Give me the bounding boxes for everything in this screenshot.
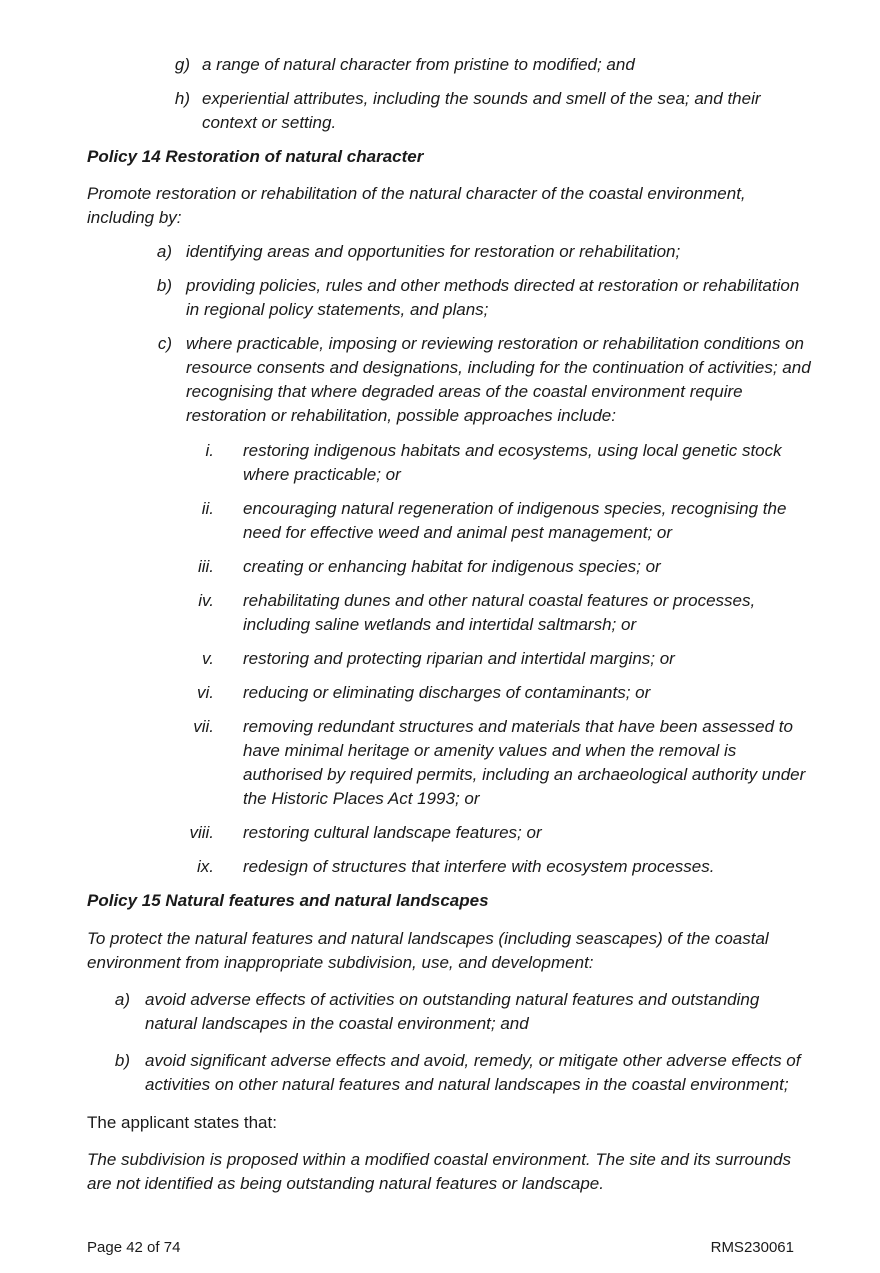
list-item-text: restoration or rehabilitation, possible approaches include:: [186, 406, 616, 425]
list-marker: a): [114, 990, 130, 1009]
sublist-marker: iv.: [198, 591, 214, 610]
document-reference: RMS230061: [710, 1239, 794, 1256]
sublist-item-text: have minimal heritage or amenity values and when the removal is: [243, 741, 737, 760]
sublist-item-text: restoring indigenous habitats and ecosystems, using local genetic stock: [243, 441, 782, 460]
policy-15-intro: To protect the natural features and natural landscapes (including seascapes) of the coastal: [87, 929, 769, 948]
sublist-item-text: authorised by required permits, including an archaeological authority under: [243, 765, 806, 784]
list-item-text: avoid significant adverse effects and avoid, remedy, or mitigate other adverse effects of: [145, 1051, 801, 1070]
sublist-item-text: restoring cultural landscape features; or: [243, 823, 542, 842]
policy-14-intro: Promote restoration or rehabilitation of the natural character of the coastal environment,: [87, 184, 746, 203]
sublist-marker: ix.: [197, 857, 214, 876]
list-marker: h): [174, 89, 190, 108]
applicant-lead: The applicant states that:: [87, 1113, 277, 1132]
sublist-item-text: including saline wetlands and intertidal saltmarsh; or: [243, 615, 637, 634]
list-marker: b): [156, 276, 172, 295]
policy-14-heading: Policy 14 Restoration of natural character: [87, 147, 424, 166]
list-marker: a): [156, 242, 172, 261]
applicant-statement: The subdivision is proposed within a modified coastal environment. The site and its surrounds: [87, 1150, 791, 1169]
sublist-marker: v.: [202, 649, 214, 668]
sublist-item-text: creating or enhancing habitat for indigenous species; or: [243, 557, 661, 576]
list-item-text: providing policies, rules and other methods directed at restoration or rehabilitation: [186, 276, 800, 295]
list-item-text: avoid adverse effects of activities on outstanding natural features and outstanding: [145, 990, 760, 1009]
sublist-item-text: removing redundant structures and materials that have been assessed to: [243, 717, 793, 736]
sublist-marker: vii.: [193, 717, 214, 736]
list-item-text: resource consents and designations, including for the continuation of activities; and: [186, 358, 811, 377]
list-item-text: recognising that where degraded areas of the coastal environment require: [186, 382, 743, 401]
sublist-item-text: need for effective weed and animal pest management; or: [243, 523, 673, 542]
list-marker: b): [114, 1051, 130, 1070]
sublist-item-text: where practicable; or: [243, 465, 401, 484]
list-item-text: experiential attributes, including the sounds and smell of the sea; and their: [202, 89, 761, 108]
sublist-item-text: encouraging natural regeneration of indigenous species, recognising the: [243, 499, 787, 518]
sublist-marker: ii.: [201, 499, 214, 518]
sublist-item-text: rehabilitating dunes and other natural coastal features or processes,: [243, 591, 756, 610]
sublist-item-text: reducing or eliminating discharges of contaminants; or: [243, 683, 651, 702]
sublist-marker: viii.: [189, 823, 214, 842]
list-item-text: a range of natural character from pristine to modified; and: [202, 55, 635, 74]
sublist-item-text: restoring and protecting riparian and intertidal margins; or: [243, 649, 675, 668]
page-number: Page 42 of 74: [87, 1239, 181, 1256]
policy-15-heading: Policy 15 Natural features and natural landscapes: [87, 891, 489, 910]
list-item-text: where practicable, imposing or reviewing restoration or rehabilitation conditions on: [186, 334, 804, 353]
sublist-marker: vi.: [197, 683, 214, 702]
policy-14-intro: including by:: [87, 208, 182, 227]
list-item-text: context or setting.: [202, 113, 337, 132]
list-item-text: natural landscapes in the coastal environment; and: [145, 1014, 529, 1033]
applicant-statement: are not identified as being outstanding natural features or landscape.: [87, 1174, 604, 1193]
list-marker: g): [174, 55, 190, 74]
sublist-item-text: the Historic Places Act 1993; or: [243, 789, 480, 808]
list-marker: c): [157, 334, 172, 353]
sublist-marker: i.: [205, 441, 214, 460]
policy-15-intro: environment from inappropriate subdivision, use, and development:: [87, 953, 594, 972]
list-item-text: identifying areas and opportunities for restoration or rehabilitation;: [186, 242, 681, 261]
list-item-text: in regional policy statements, and plans;: [186, 300, 489, 319]
sublist-marker: iii.: [197, 557, 214, 576]
sublist-item-text: redesign of structures that interfere with ecosystem processes.: [243, 857, 715, 876]
list-item-text: activities on other natural features and natural landscapes in the coastal environment;: [145, 1075, 789, 1094]
